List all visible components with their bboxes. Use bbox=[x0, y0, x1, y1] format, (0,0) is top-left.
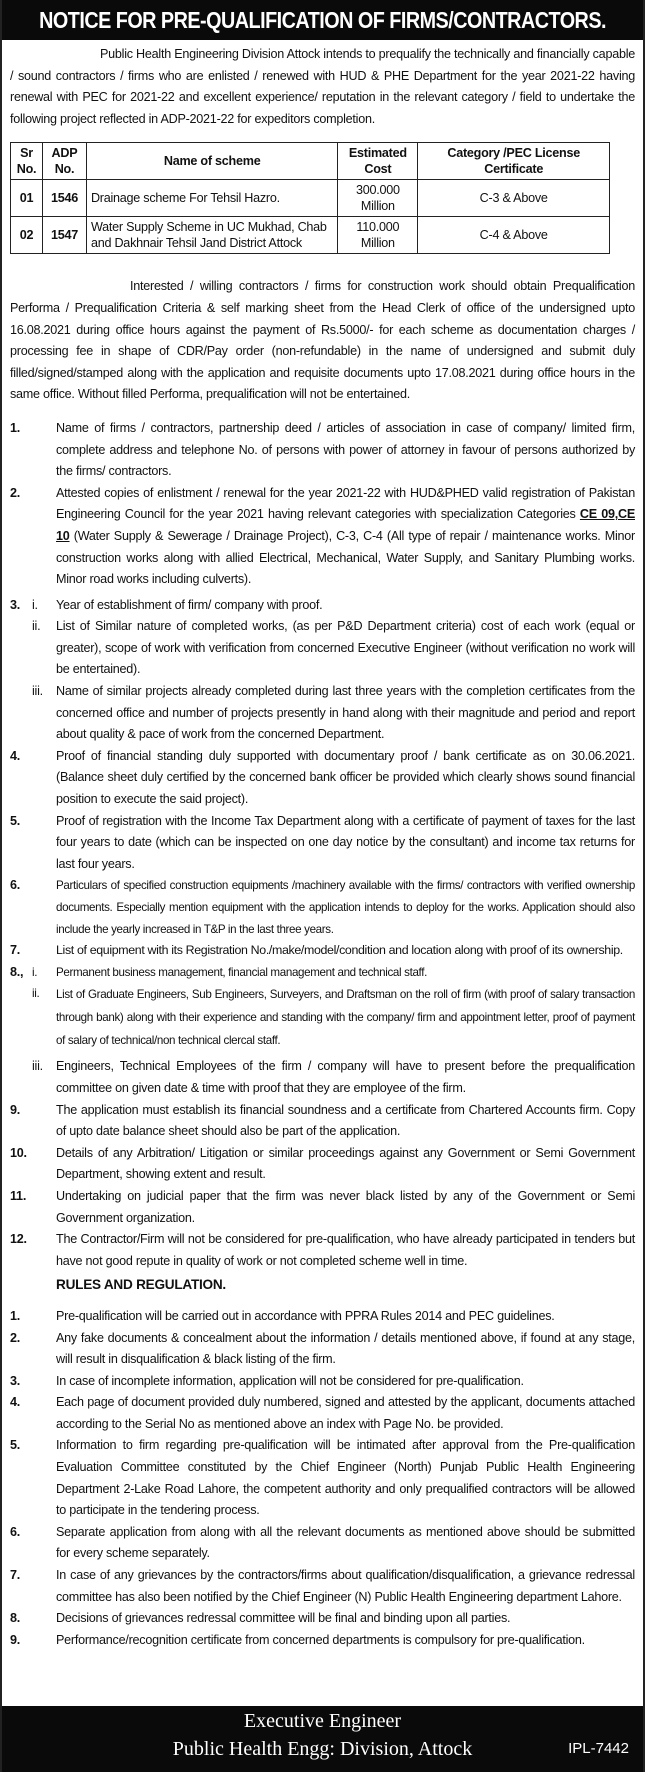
item-text bbox=[56, 483, 635, 591]
item-roman: iii. bbox=[32, 1059, 43, 1074]
rule-text: Pre-qualification will be carried out in accordance with PPRA Rules 2014 and PEC guidelines. bbox=[56, 1308, 555, 1323]
rule-number: 9. bbox=[10, 1632, 21, 1647]
rule-text: Any fake documents & concealment about the information / details mentioned above, if found at any stage, will result in disqualification & black listing of the firm. bbox=[56, 1330, 635, 1367]
item-number: 11. bbox=[10, 1188, 27, 1203]
col-estimated-cost: Estimated Cost bbox=[338, 143, 418, 180]
rule-number: 5. bbox=[10, 1438, 21, 1453]
col-scheme-name: Name of scheme bbox=[86, 143, 337, 180]
rule-text: In case of incomplete information, application will not be considered for pre-qualification. bbox=[56, 1373, 524, 1388]
cell-sr: 02 bbox=[11, 217, 43, 254]
col-category: Category /PEC License Certificate bbox=[418, 143, 610, 180]
rule-text: Separate application from along with all the relevant documents as mentioned above should be submitted for every scheme separately. bbox=[56, 1524, 635, 1561]
cell-adp: 1546 bbox=[42, 180, 86, 217]
item-text: Particulars of specified construction equipments /machinery available with the firms/ contractors with verified ownership documents. Especially mention equipment with the application intends to deploy for the works. Application should also include the yearly increased in T&P in the last three years. bbox=[56, 879, 635, 936]
col-sr-no: Sr No. bbox=[11, 143, 43, 180]
requirement-item-1 bbox=[10, 418, 635, 483]
requirement-item-8-ii bbox=[10, 983, 635, 1052]
requirement-item-6 bbox=[10, 875, 635, 940]
item-text: Engineers, Technical Employees of the firm / company will have to present before the prequalification committee on given date & time with proof that they are employee of the firm. bbox=[56, 1059, 635, 1095]
item-text: Details of any Arbitration/ Litigation or similar proceedings against any Government or Semi Government Department, showing extent and result. bbox=[56, 1145, 635, 1182]
cell-category: C-3 & Above bbox=[418, 180, 610, 217]
rule-item bbox=[10, 1565, 635, 1608]
item-text: The Contractor/Firm will not be considered for pre-qualification, who have already participated in tenders but have not good repute in quality of work or not completed scheme well in time. bbox=[56, 1232, 635, 1268]
requirements-list bbox=[10, 418, 635, 1272]
requirement-item-3-iii bbox=[10, 681, 635, 746]
footer-bar bbox=[2, 1706, 643, 1772]
cell-category: C-4 & Above bbox=[418, 217, 610, 254]
item-number: 4. bbox=[10, 748, 21, 763]
item-text: Proof of financial standing duly supported with documentary proof / bank certificate as on 30.06.2021.(Balance sheet duly certified by the concerned bank officer be provided which clearly shows sound financial position to execute the said project). bbox=[56, 748, 635, 807]
item-text: List of equipment with its Registration No./make/model/condition and location along with proof of its ownership. bbox=[56, 943, 623, 958]
item-text: Name of similar projects already completed during last three years with the completion certificates from the concerned office and number of projects presently in hand along with their magnitude and period and report about quality & pace of work from the concerned Department. bbox=[56, 684, 635, 742]
requirement-item-8-i bbox=[10, 962, 635, 984]
rule-number: 6. bbox=[10, 1524, 21, 1539]
item-number: 2. bbox=[10, 485, 21, 500]
item-roman: iii. bbox=[32, 684, 43, 699]
requirement-item-12 bbox=[10, 1229, 635, 1272]
item-number: 5. bbox=[10, 813, 21, 828]
requirement-item-10 bbox=[10, 1143, 635, 1186]
signatory-office: Public Health Engg: Division, Attock bbox=[172, 1738, 473, 1760]
item-text: Undertaking on judicial paper that the firm was never black listed by any of the Government or Semi Government organization. bbox=[56, 1188, 635, 1225]
rule-text: Information to firm regarding pre-qualification will be intimated after approval from the Pre-qualification Evaluation Committee constituted by the Chief Engineer (North) Punjab Public Health Engineering Department 2-Lake Road Lahore, the competent authority and only prequalified contractors will be allowed to participate in the tendering process. bbox=[56, 1438, 635, 1518]
notice-body bbox=[2, 40, 643, 1651]
requirement-item-2 bbox=[10, 483, 635, 591]
rule-item bbox=[10, 1608, 635, 1630]
item-number: 3. bbox=[10, 597, 21, 612]
rule-number: 2. bbox=[10, 1330, 21, 1345]
item-text: Permanent business management, financial management and technical staff. bbox=[56, 965, 427, 979]
table-row bbox=[11, 217, 610, 254]
requirement-item-3-ii bbox=[10, 616, 635, 681]
notice-title: NOTICE FOR PRE-QUALIFICATION OF FIRMS/CONTRACTORS. bbox=[39, 6, 606, 33]
requirement-item-9 bbox=[10, 1100, 635, 1143]
cell-sr: 01 bbox=[11, 180, 43, 217]
rule-number: 8. bbox=[10, 1611, 21, 1626]
rule-item bbox=[10, 1392, 635, 1435]
item-number: 8., bbox=[10, 964, 24, 979]
item-text: Name of firms / contractors, partnership deed / articles of association in case of company/ limited firm, complete address and telephone No. of persons with power of attorney in favour of persons authorized by the firms/ contractors. bbox=[56, 420, 635, 479]
item-number: 9. bbox=[10, 1102, 21, 1117]
rule-text: In case of any grievances by the contractors/firms about qualification/disqualification, a grievance redressal committee has also been notified by the Chief Engineer (N) Public Health Engineering department Lahore. bbox=[56, 1568, 635, 1604]
item-number: 6. bbox=[10, 878, 21, 893]
intro-paragraph: Public Health Engineering Division Attock intends to prequalify the technically and financially capable / sound contractors / firms who are enlisted / renewed with HUD & PHE Department for the year 2021-22 having renewal with PEC for 2021-22 and excellent experience/ reputation in the relevant category / field to undertake the following project reflected in ADP-2021-22 for expeditors completion. bbox=[10, 47, 636, 126]
cell-adp: 1547 bbox=[42, 217, 86, 254]
rule-text: Performance/recognition certificate from concerned departments is compulsory for pre-qualification. bbox=[56, 1632, 585, 1647]
requirement-item-5 bbox=[10, 811, 635, 876]
item-number: 7. bbox=[10, 943, 21, 958]
cell-cost: 300.000 Million bbox=[338, 180, 418, 217]
requirement-item-3-i bbox=[10, 595, 635, 617]
instructions-paragraph: Interested / willing contractors / firms for construction work should obtain Prequalification Performa / Prequalification Criteria & self marking sheet from the Head Clerk of office of the undersigned upto 16.08.2021 during office hours against the payment of Rs.5000/- for each scheme as documentation charges / processing fee in shape of CDR/Pay order (non-refundable) in the name of undersigned and submit duly filled/signed/stamped along with the application and requisite documents upto 17.08.2021 during office hours in the same office. Without filled Performa, prequalification will not be entertained. bbox=[10, 279, 635, 402]
table-header-row bbox=[11, 143, 610, 180]
requirement-item-11 bbox=[10, 1186, 635, 1229]
item-number: 10. bbox=[10, 1145, 27, 1160]
rules-list bbox=[10, 1306, 635, 1652]
item-roman: ii. bbox=[32, 619, 41, 634]
rule-item bbox=[10, 1371, 635, 1393]
cell-name: Drainage scheme For Tehsil Hazro. bbox=[86, 180, 337, 217]
item-roman: i. bbox=[32, 965, 38, 979]
item-roman: i. bbox=[32, 597, 38, 612]
header-bar bbox=[2, 0, 643, 40]
rule-number: 3. bbox=[10, 1373, 21, 1388]
rule-number: 1. bbox=[10, 1308, 21, 1323]
requirement-item-4 bbox=[10, 746, 635, 811]
item-number: 12. bbox=[10, 1232, 27, 1247]
rule-item bbox=[10, 1522, 635, 1565]
item-text: List of Graduate Engineers, Sub Engineers, Surveyers, and Draftsman on the roll of firm (with proof of salary transaction through bank) along with their experience and standing with the company/ firm and appointment letter, proof of payment of salary of technical/non technical clercal staff. bbox=[56, 988, 635, 1048]
item-number: 1. bbox=[10, 420, 21, 435]
rule-text: Decisions of grievances redressal committee will be final and binding upon all parties. bbox=[56, 1611, 511, 1626]
item-text: Proof of registration with the Income Tax Department along with a certificate of payment of taxes for the last four years to date (which can be inspected on one day notice by the consultant) and income tax returns for last four years. bbox=[56, 813, 635, 871]
item-text: Year of establishment of firm/ company with proof. bbox=[56, 597, 323, 612]
advert-code: IPL-7442 bbox=[568, 1740, 629, 1757]
rule-item bbox=[10, 1435, 635, 1521]
col-adp-no: ADP No. bbox=[42, 143, 86, 180]
item-text-part: (Water Supply & Sewerage / Drainage Project), C-3, C-4 (All type of repair / maintenance works. Minor construction works along with allied Electrical, Mechanical, Water Supply, and Sanitary Plumbing works. Minor road works including culverts). bbox=[56, 528, 635, 587]
signatory-title: Executive Engineer bbox=[243, 1710, 402, 1732]
cell-cost: 110.000 Million bbox=[338, 217, 418, 254]
schemes-table bbox=[10, 142, 610, 254]
pec-categories: CE 09,CE 10 bbox=[56, 507, 635, 543]
item-text-part: Attested copies of enlistment / renewal for the year 2021-22 with HUD&PHED valid registration of Pakistan Engineering Council for the year 2021 having relevant categories with specialization Categories bbox=[56, 485, 635, 522]
rule-number: 4. bbox=[10, 1395, 21, 1410]
rule-item bbox=[10, 1306, 635, 1328]
rule-item bbox=[10, 1630, 635, 1652]
item-text: List of Similar nature of completed works, (as per P&D Department criteria) cost of each work (equal or greater), scope of work with verification from concerned Executive Engineer (without verification no work will be entertained). bbox=[56, 619, 635, 677]
requirement-item-7 bbox=[10, 940, 635, 962]
item-roman: ii. bbox=[32, 987, 40, 1001]
cell-name: Water Supply Scheme in UC Mukhad, Chab and Dakhnair Tehsil Jand District Attock bbox=[86, 217, 337, 254]
rules-heading: RULES AND REGULATION. bbox=[56, 1277, 226, 1293]
rule-text: Each page of document provided duly numbered, signed and attested by the applicant, documents attached according to the Serial No as mentioned above an index with Page No. be provided. bbox=[56, 1395, 635, 1431]
table-row bbox=[11, 180, 610, 217]
rule-item bbox=[10, 1328, 635, 1371]
rule-number: 7. bbox=[10, 1568, 21, 1583]
item-text: The application must establish its financial soundness and a certificate from Chartered Accounts firm. Copy of upto date balance sheet should also be part of the application. bbox=[56, 1102, 635, 1139]
requirement-item-8-iii bbox=[10, 1056, 635, 1099]
